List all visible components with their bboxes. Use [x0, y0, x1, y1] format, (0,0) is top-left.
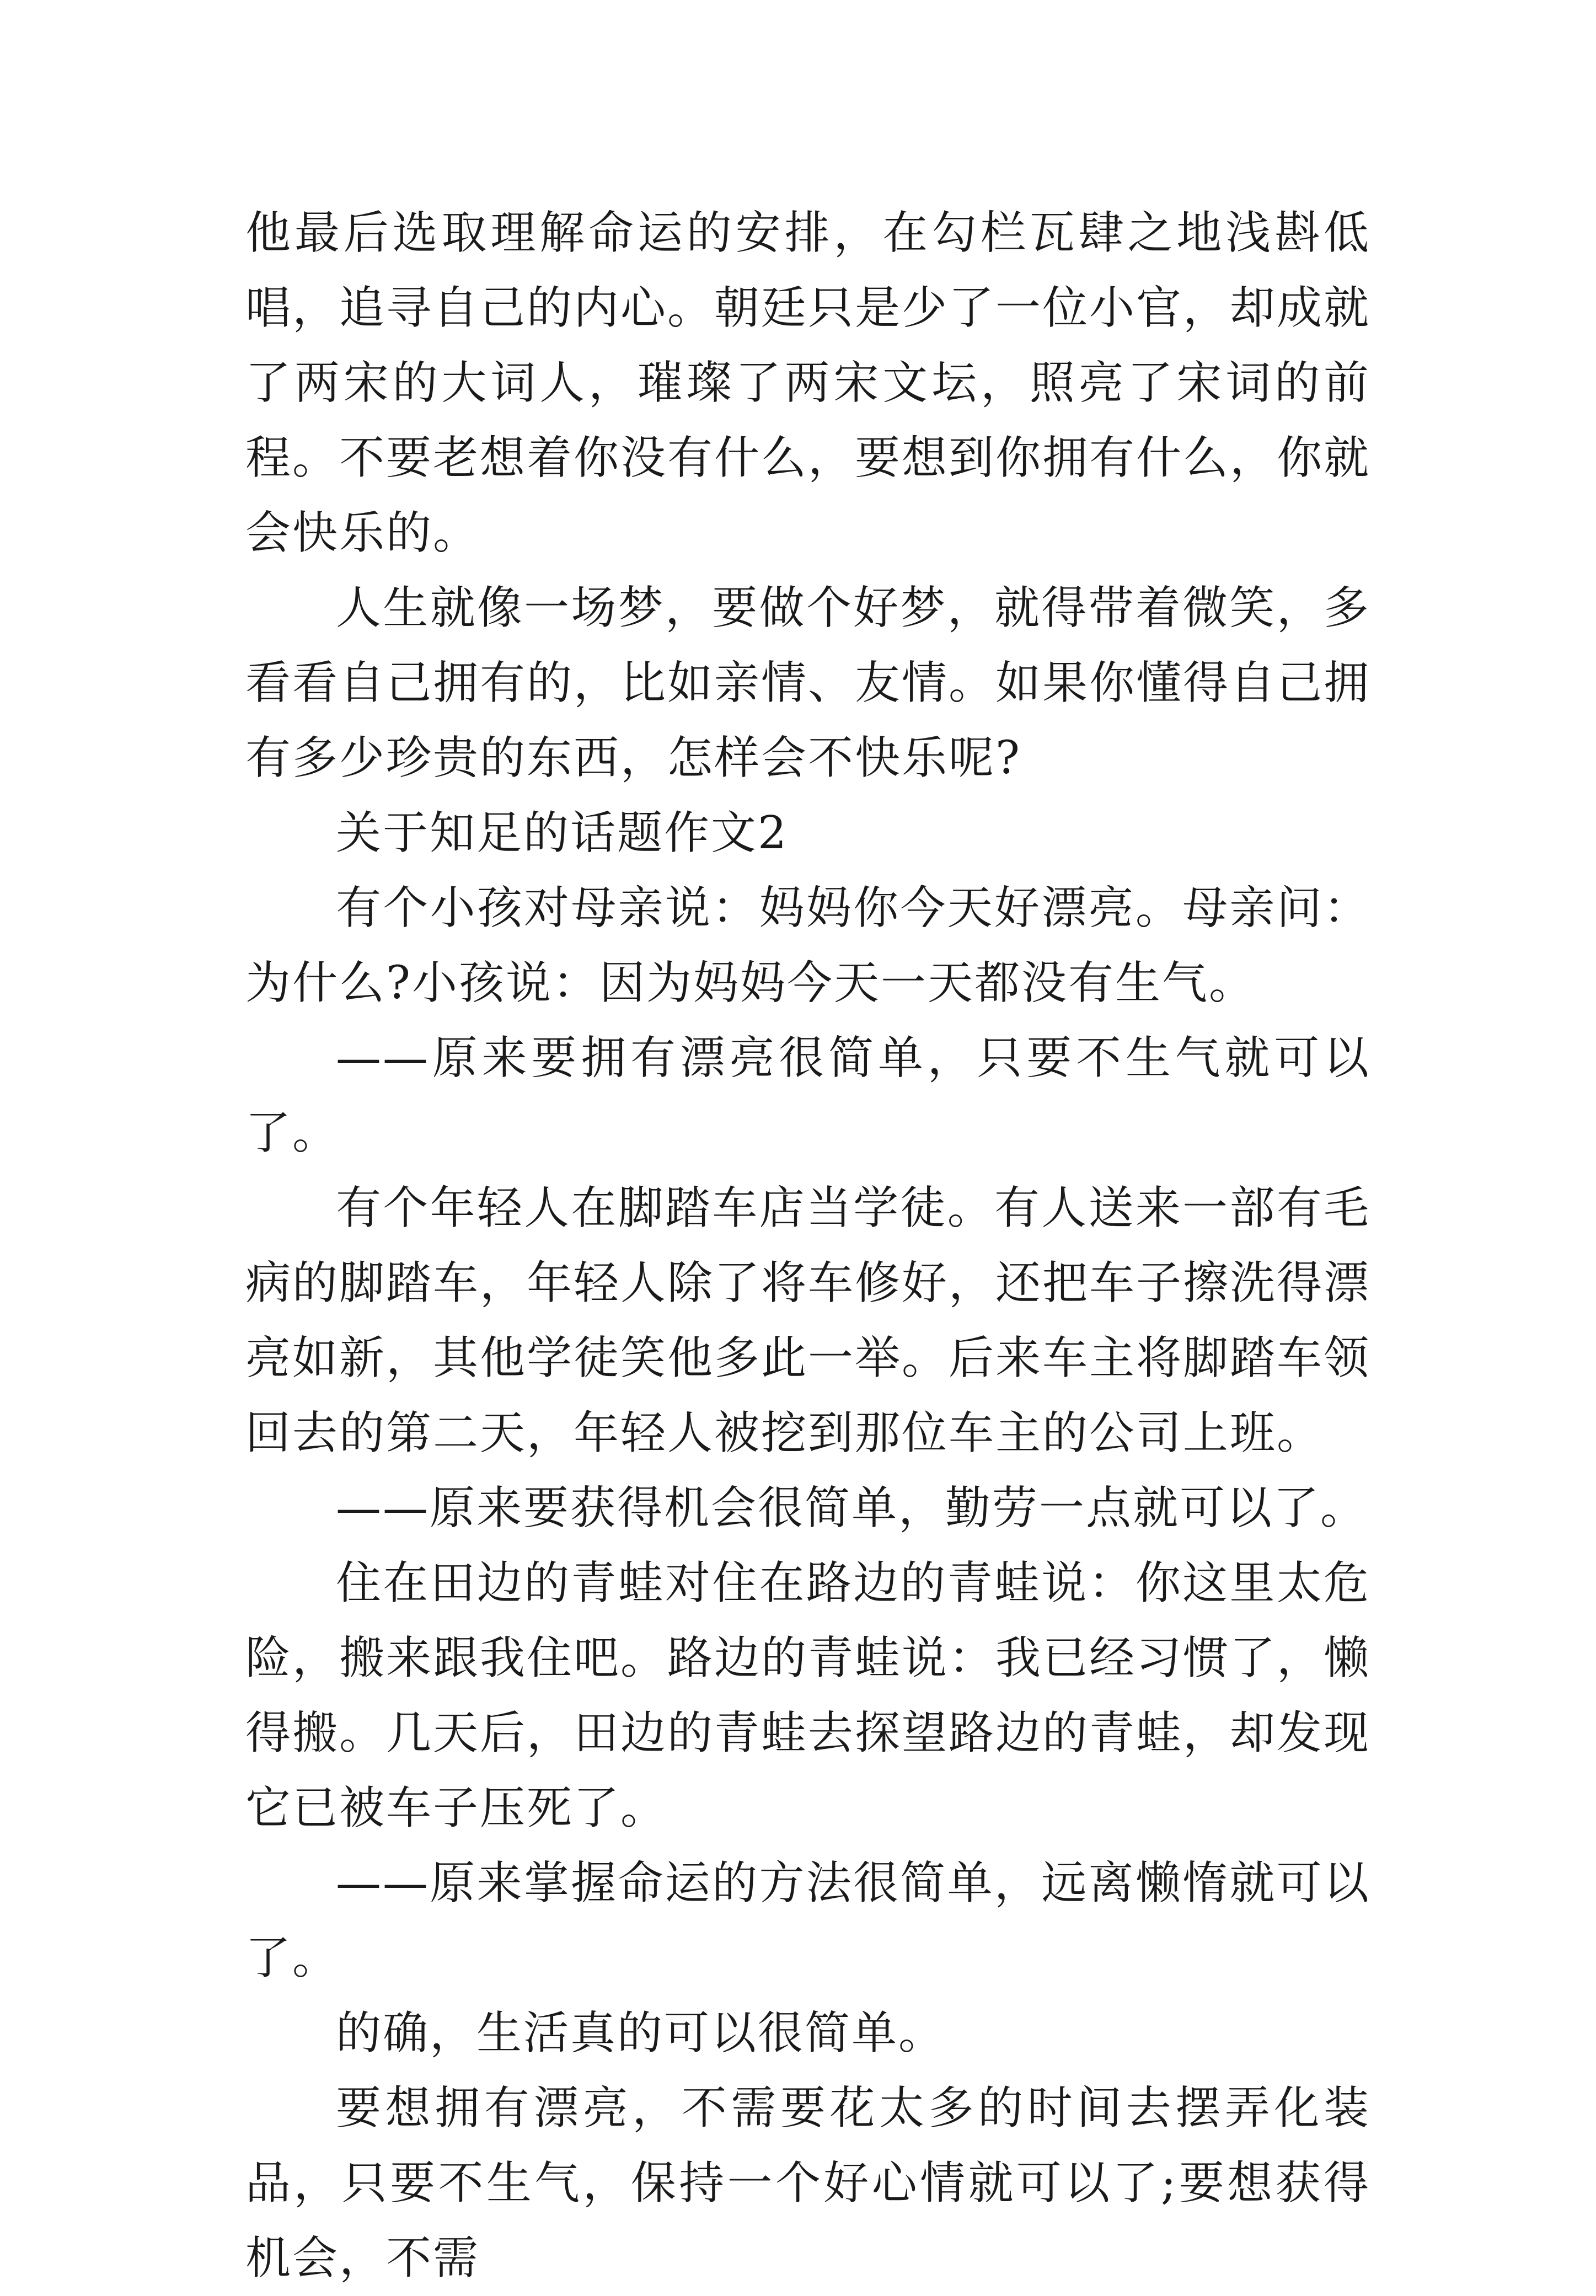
paragraph-moral: ——原来掌握命运的方法很简单，远离懒惰就可以了。	[245, 1857, 1370, 1984]
paragraph: 要想拥有漂亮，不需要花太多的时间去摆弄化装品，只要不生气，保持一个好心情就可以了;要想获得机会，不需	[245, 2082, 1370, 2284]
paragraph-moral: ——原来要获得机会很简单，勤劳一点就可以了。	[336, 1482, 1368, 1534]
paragraph-continued: 他最后选取理解命运的安排，在勾栏瓦肆之地浅斟低唱，追寻自己的内心。朝廷只是少了一位小官，却成就了两宋的大词人，璀璨了两宋文坛，照亮了宋词的前程。不要老想着你没有什么，要想到你拥有什么，你就会快乐的。	[245, 207, 1371, 559]
paragraph: 有个小孩对母亲说：妈妈你今天好漂亮。母亲问：为什么?小孩说：因为妈妈今天一天都没有生气。	[245, 882, 1370, 1009]
paragraph: 的确，生活真的可以很简单。	[336, 2007, 946, 2059]
document-body	[245, 196, 1370, 2296]
paragraph: 住在田边的青蛙对住在路边的青蛙说：你这里太危险，搬来跟我住吧。路边的青蛙说：我已经习惯了，懒得搬。几天后，田边的青蛙去探望路边的青蛙，却发现它已被车子压死了。	[245, 1557, 1371, 1834]
paragraph: 有个年轻人在脚踏车店当学徒。有人送来一部有毛病的脚踏车，年轻人除了将车修好，还把车子擦洗得漂亮如新，其他学徒笑他多此一举。后来车主将脚踏车领回去的第二天，年轻人被挖到那位车主的公司上班。	[245, 1182, 1371, 1459]
section-heading: 关于知足的话题作文2	[336, 807, 789, 859]
paragraph: 人生就像一场梦，要做个好梦，就得带着微笑，多看看自己拥有的，比如亲情、友情。如果你懂得自己拥有多少珍贵的东西，怎样会不快乐呢?	[245, 582, 1371, 784]
paragraph-moral: ——原来要拥有漂亮很简单，只要不生气就可以了。	[245, 1032, 1370, 1159]
